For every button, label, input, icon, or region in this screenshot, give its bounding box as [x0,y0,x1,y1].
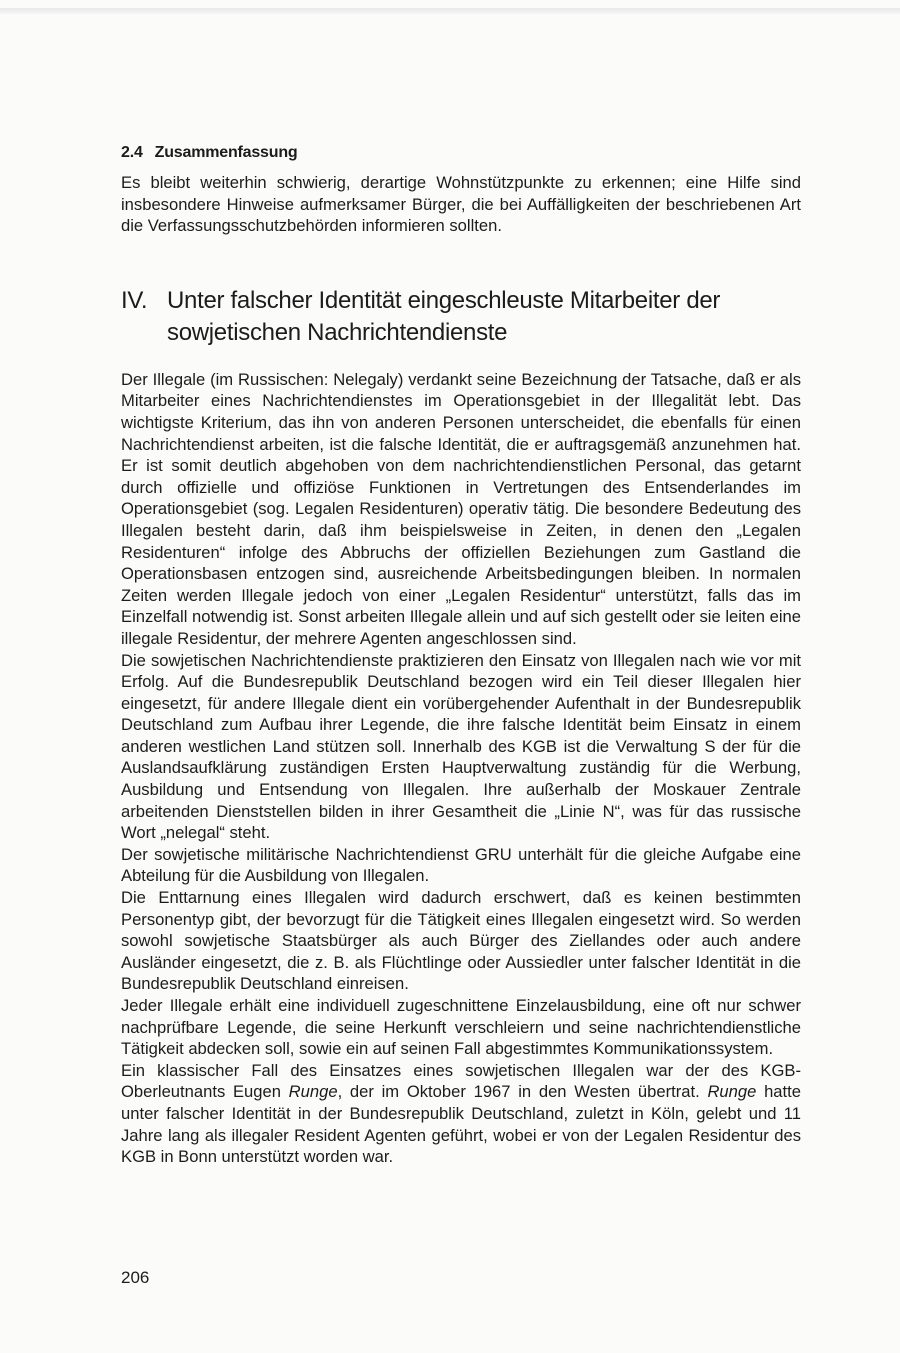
paragraph-1: Der Illegale (im Russischen: Nelegaly) verdankt seine Bezeichnung der Tatsache, daß er als Mitarbeiter eines Nachrichtendienstes im Operationsgebiet in der Illegalität lebt. Das wichtigste Kriterium, das ihn von anderen Personen unterscheidet, die ebenfalls für einen Nachrichtendienst arbeiten, ist die falsche Identität, die er auftragsgemäß anzunehmen hat. Er ist somit deutlich abgehoben von dem nachrichtendienstlichen Personal, das getarnt durch offizielle und offiziöse Funktionen in Vertretungen des Entsenderlandes im Operationsgebiet (sog. Legalen Residenturen) operativ tätig. Die besondere Bedeutung des Illegalen besteht darin, daß ihm beispielsweise in Zeiten, in denen den „Legalen Residenturen“ infolge des Abbruchs der offiziellen Beziehungen zum Gastland die Operationsbasen entzogen sind, ausreichende Arbeitsbedingungen bleiben. In normalen Zeiten werden Illegale jedoch von einer „Legalen Residentur“ unterstützt, falls das im Einzelfall notwendig ist. Sonst arbeiten Illegale allein und auf sich gestellt oder sie leiten eine illegale Residentur, der mehrere Agenten angeschlossen sind. [121,369,801,648]
section-heading [121,144,801,162]
paragraph-6-part2: , der im Oktober 1967 in den Westen übertrat. [337,1082,708,1102]
page-number: 206 [121,1268,150,1287]
paragraph-3: Der sowjetische militärische Nachrichtendienst GRU unterhält für die gleiche Aufgabe eine Abteilung für die Ausbildung von Illegalen. [121,844,801,886]
name-runge-2: Runge [707,1082,757,1102]
section-title: Zusammenfassung [154,144,298,161]
paragraph-4: Die Enttarnung eines Illegalen wird dadurch erschwert, daß es keinen bestimmten Personentyp gibt, der bevorzugt für die Tätigkeit eines Illegalen eingesetzt wird. So werden sowohl sowjetische Staatsbürger als auch Bürger des Ziellandes oder auch andere Ausländer eingesetzt, die z. B. als Flüchtlinge oder Aussiedler unter falscher Identität in die Bundesrepublik Deutschland einreisen. [121,888,801,994]
paragraph-6-part1: Ein klassischer Fall des Einsatzes eines sowjetischen Illegalen war der des KGB-Oberleutnants Eugen [121,1060,801,1102]
section-paragraph: Es bleibt weiterhin schwierig, derartige Wohnstützpunkte zu erkennen; eine Hilfe sind insbesondere Hinweise aufmerksamer Bürger, die bei Auffälligkeiten der beschriebenen Art die Verfassungsschutzbehörden informieren sollten. [121,173,801,236]
paragraph-6-part3: hatte unter falscher Identität in der Bundesrepublik Deutschland, zuletzt in Köln, gelebt und 11 Jahre lang als illegaler Resident Agenten geführt, wobei er von der Legalen Residentur des KGB in Bonn unterstützt worden war. [121,1082,801,1167]
chapter-number: IV. [121,286,148,314]
chapter-title: Unter falscher Identität eingeschleuste Mitarbeiter der sowjetischen Nachrichtendienste [167,286,721,346]
name-runge-1: Runge [288,1082,338,1102]
page-top-edge [0,8,900,14]
section-number: 2.4 [121,144,143,161]
paragraph-2: Die sowjetischen Nachrichtendienste praktizieren den Einsatz von Illegalen nach wie vor mit Erfolg. Auf die Bundesrepublik Deutschland bezogen wird ein Teil dieser Illegalen hier eingesetzt, für andere Illegale dient ein vorübergehender Aufenthalt in der Bundesrepublik Deutschland zum Aufbau ihrer Legende, die ihre falsche Identität beim Einsatz in einem anderen westlichen Land stützen soll. Innerhalb des KGB ist die Verwaltung S der für die Auslandsaufklärung zuständigen Ersten Hauptverwaltung zuständig für die Werbung, Ausbildung und Entsendung von Illegalen. Ihre außerhalb der Moskauer Zentrale arbeitenden Dienststellen bilden in ihrer Gesamtheit die „Linie N“, was für das russische Wort „nelegal“ steht. [121,650,801,843]
paragraph-6 [121,1060,801,1168]
chapter-heading [121,285,801,349]
page-content [121,144,801,1168]
paragraph-5: Jeder Illegale erhält eine individuell zugeschnittene Einzelausbildung, eine oft nur schwer nachprüfbare Legende, die seine Herkunft verschleiern und seine nachrichtendienstliche Tätigkeit abdecken soll, sowie ein auf seinen Fall abgestimmtes Kommunikationssystem. [121,996,801,1059]
